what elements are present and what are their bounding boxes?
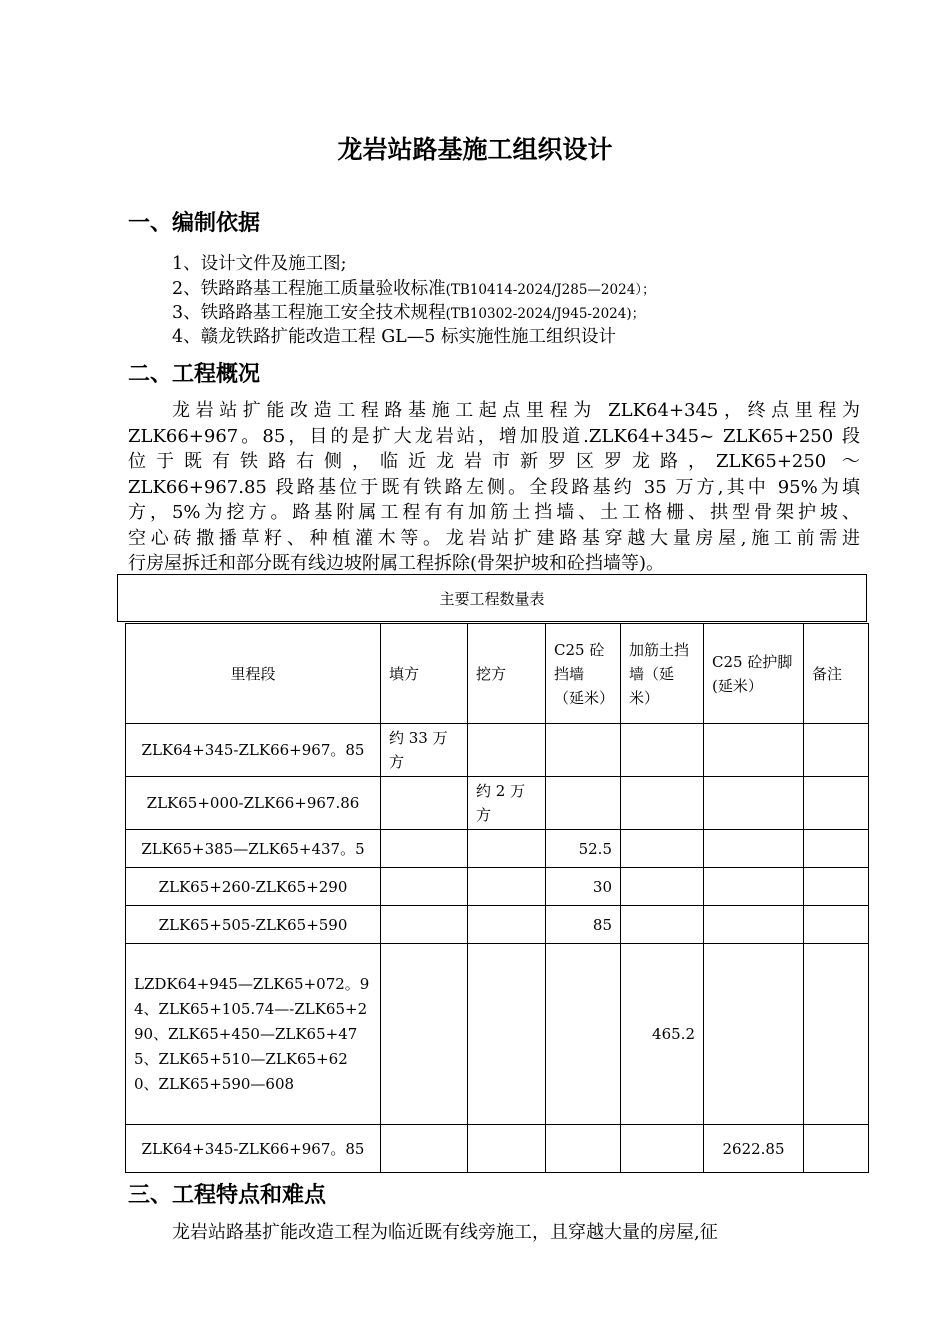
cell-c25-wall [546, 724, 621, 777]
document-title: 龙岩站路基施工组织设计 [337, 135, 613, 164]
overview-line: 位于既有铁路右侧，临近龙岩市新罗区罗龙路，ZLK65+250 ～ [128, 451, 860, 472]
header-mileage: 里程段 [126, 624, 381, 724]
basis-item-2-code: (TB10414-2024/J285—2024）； [445, 282, 656, 298]
cell-cut: 约 2 万方 [468, 777, 546, 830]
cell-note [804, 830, 869, 868]
features-line: 龙岩站路基扩能改造工程为临近既有线旁施工，且穿越大量的房屋,征 [172, 1222, 718, 1243]
features-paragraph [128, 1220, 860, 1246]
cell-mileage: ZLK64+345-ZLK66+967。85 [126, 724, 381, 777]
table-row [126, 906, 869, 944]
cell-c25-wall: 85 [546, 906, 621, 944]
cell-note [804, 724, 869, 777]
table-row [126, 868, 869, 906]
table-row [126, 944, 869, 1125]
cell-cut [468, 944, 546, 1125]
section-heading-features: 三、工程特点和难点 [128, 1183, 327, 1208]
table-header-row [126, 624, 869, 724]
cell-reinforced-wall [621, 724, 704, 777]
cell-cut [468, 868, 546, 906]
cell-c25-toe [704, 777, 804, 830]
basis-item-3-text: 3、铁路路基工程施工安全技术规程 [172, 303, 446, 323]
cell-c25-toe [704, 944, 804, 1125]
overview-line: 方，5%为挖方。路基附属工程有有加筋土挡墙、土工格栅、拱型骨架护坡、 [128, 502, 860, 523]
overview-line: 龙岩站扩能改造工程路基施工起点里程为 ZLK64+345，终点里程为 [172, 400, 860, 421]
overview-line: 空心砖撒播草籽、种植灌木等。龙岩站扩建路基穿越大量房屋,施工前需进 [128, 527, 860, 549]
cell-note [804, 868, 869, 906]
cell-cut [468, 906, 546, 944]
cell-mileage: ZLK65+000-ZLK66+967.86 [126, 777, 381, 830]
table-row [126, 1125, 869, 1173]
header-c25-wall: C25 砼挡墙（延米） [546, 624, 621, 724]
cell-mileage: ZLK65+260-ZLK65+290 [126, 868, 381, 906]
cell-note [804, 944, 869, 1125]
cell-reinforced-wall [621, 830, 704, 868]
cell-c25-wall [546, 1125, 621, 1173]
table-row [126, 830, 869, 868]
cell-fill [381, 1125, 468, 1173]
cell-mileage: ZLK64+345-ZLK66+967。85 [126, 1125, 381, 1173]
header-cut: 挖方 [468, 624, 546, 724]
cell-note [804, 1125, 869, 1173]
header-note: 备注 [804, 624, 869, 724]
cell-fill [381, 944, 468, 1125]
cell-cut [468, 1125, 546, 1173]
cell-reinforced-wall [621, 777, 704, 830]
overview-line: 行房屋拆迁和部分既有线边坡附属工程拆除(骨架护坡和砼挡墙等)。 [128, 553, 665, 574]
cell-c25-toe [704, 724, 804, 777]
basis-item-2-text: 2、铁路路基工程施工质量验收标准 [172, 279, 446, 299]
cell-note [804, 777, 869, 830]
cell-reinforced-wall [621, 1125, 704, 1173]
cell-reinforced-wall: 465.2 [621, 944, 704, 1125]
cell-reinforced-wall [621, 906, 704, 944]
table-row [126, 777, 869, 830]
header-fill: 填方 [381, 624, 468, 724]
basis-item-3 [172, 301, 645, 326]
basis-item-4-text: 4、赣龙铁路扩能改造工程 GL—5 标实施性施工组织设计 [172, 327, 616, 347]
cell-c25-toe [704, 906, 804, 944]
table-row [126, 724, 869, 777]
overview-line: ZLK66+967.85 段路基位于既有铁路左侧。全段路基约 35 万方,其中 95%为填 [128, 476, 860, 498]
basis-item-4 [172, 325, 616, 349]
cell-cut [468, 724, 546, 777]
cell-fill [381, 868, 468, 906]
quantity-table [125, 623, 869, 1173]
cell-mileage: ZLK65+505-ZLK65+590 [126, 906, 381, 944]
overview-line: ZLK66+967。85，目的是扩大龙岩站，增加股道.ZLK64+345~ ZLK65+250 段 [128, 425, 860, 447]
section-heading-overview: 二、工程概况 [128, 362, 261, 387]
cell-c25-toe: 2622.85 [704, 1125, 804, 1173]
cell-c25-wall [546, 777, 621, 830]
header-reinforced-wall: 加筋土挡墙（延米） [621, 624, 704, 724]
cell-c25-toe [704, 830, 804, 868]
basis-item-2 [172, 277, 656, 302]
cell-c25-wall [546, 944, 621, 1125]
basis-item-1-text: 1、设计文件及施工图; [172, 254, 347, 274]
cell-fill [381, 777, 468, 830]
cell-fill: 约 33 万方 [381, 724, 468, 777]
cell-note [804, 906, 869, 944]
cell-c25-toe [704, 868, 804, 906]
cell-fill [381, 906, 468, 944]
table-caption: 主要工程数量表 [117, 574, 867, 622]
cell-c25-wall: 30 [546, 868, 621, 906]
overview-paragraph [128, 398, 860, 577]
cell-reinforced-wall [621, 868, 704, 906]
section-heading-basis: 一、编制依据 [128, 211, 261, 236]
header-c25-toe: C25 砼护脚(延米） [704, 624, 804, 724]
cell-c25-wall: 52.5 [546, 830, 621, 868]
basis-item-1 [172, 252, 347, 276]
cell-mileage: LZDK64+945—ZLK65+072。94、ZLK65+105.74—-ZLK65+290、ZLK65+450—ZLK65+475、ZLK65+510—ZLK65+620、ZLK65+590—608 [126, 944, 381, 1125]
cell-cut [468, 830, 546, 868]
cell-fill [381, 830, 468, 868]
cell-mileage: ZLK65+385—ZLK65+437。5 [126, 830, 381, 868]
basis-item-3-code: (TB10302-2024/J945-2024)； [445, 306, 646, 322]
